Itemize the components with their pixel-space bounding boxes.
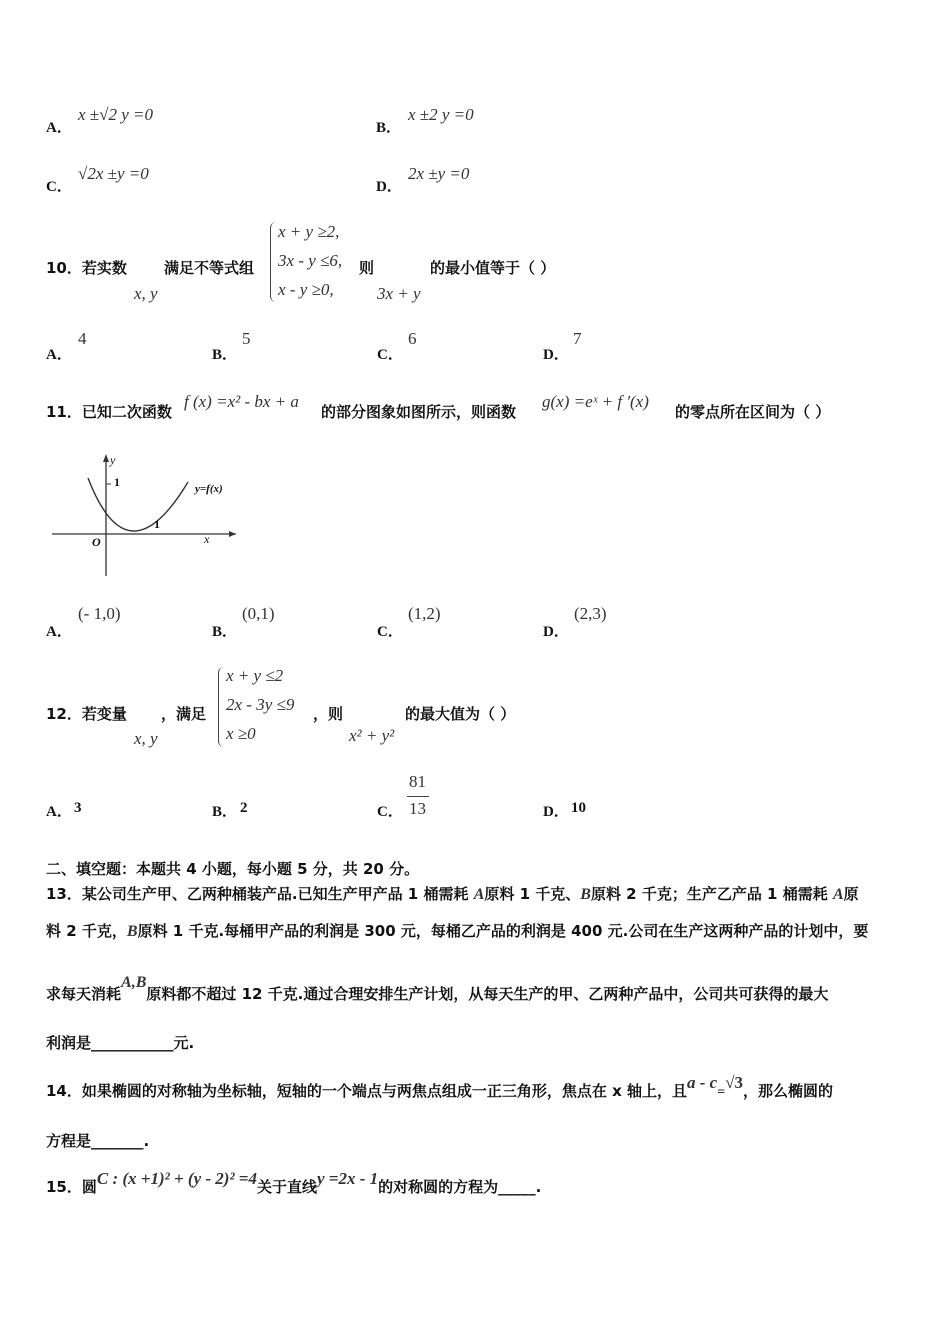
q9-option-d-expr: 2x ±y =0 (408, 164, 470, 183)
q13-line-2b: 原料 1 千克.每桶甲产品的利润是 300 元，每桶乙产品的利润是 400 元.公司在生产这两种产品的计划中，要 (137, 922, 869, 940)
q12-option-a-value: 3 (74, 800, 82, 816)
q10-system-line-3: x - y ≥0, (278, 280, 334, 299)
q11-graph-x-tick-label: 1 (154, 517, 160, 531)
q12-option-c-fraction-bar (407, 796, 429, 797)
q10-option-a-label: A． (46, 347, 72, 363)
q12-option-c-numerator: 81 (409, 772, 426, 791)
q15-prefix: 15．圆 (46, 1178, 97, 1196)
q11-parabola-graph (50, 452, 240, 578)
q13-line-3b: 原料都不超过 12 千克.通过合理安排生产计划，从每天生产的甲、乙两种产品中，公司共可获得的最大 (146, 985, 829, 1003)
q10-option-d-label: D． (543, 347, 569, 363)
q10-system-line-2: 3x - y ≤6, (278, 251, 343, 270)
q10-option-c-value: 6 (408, 329, 417, 348)
q10-variables: x, y (134, 284, 158, 303)
q13-line-3a: 求每天消耗 (46, 985, 122, 1003)
q13-line-1b: 原料 1 千克、 (484, 885, 581, 903)
q10-option-b-label: B． (212, 347, 238, 363)
q12-option-d-value: 10 (571, 800, 586, 816)
q10-option-a-value: 4 (78, 329, 87, 348)
q11-middle-text: 的部分图象如图所示，则函数 (321, 403, 517, 421)
q12-then: ，则 (313, 705, 344, 723)
x-axis-arrow-icon (229, 531, 236, 537)
q10-middle-text: 满足不等式组 (164, 259, 255, 277)
q14-equals: = (717, 1085, 726, 1100)
q12-suffix: 的最大值为（ ） (405, 705, 516, 723)
q13-line-4: 利润是___________元. (46, 1034, 195, 1052)
q13-line-2a: 料 2 千克， (46, 922, 127, 940)
q11-graph-origin-label: O (92, 535, 101, 549)
q11-option-c-label: C． (377, 624, 403, 640)
q12-middle-text: ，满足 (161, 705, 207, 723)
q11-option-d-value: (2,3) (574, 604, 607, 623)
q13-var-b: B (580, 886, 591, 903)
q11-function-g: g(x) =eˣ + f '(x) (542, 392, 649, 411)
q13-var-a-2: A (832, 886, 844, 903)
q11-prefix: 11．已知二次函数 (46, 403, 172, 421)
q9-option-d-label: D． (376, 179, 402, 195)
q10-then: 则 (359, 259, 375, 277)
q15-line (46, 1169, 542, 1197)
q10-system-brace (270, 222, 277, 302)
q15-middle-text: 关于直线 (256, 1178, 317, 1196)
q11-option-d-label: D． (543, 624, 569, 640)
q15-circle-equation: C : (x +1)² + (y - 2)² =4 (96, 1169, 257, 1188)
q12-option-b-label: B． (212, 804, 238, 820)
q10-option-c-label: C． (377, 347, 403, 363)
q13-var-b-2: B (126, 923, 138, 940)
q14-rhs: √3 (725, 1073, 744, 1092)
q11-graph-x-label: x (204, 532, 210, 546)
q9-option-a-expr: x ±√2 y =0 (78, 105, 153, 124)
q11-option-a-label: A． (46, 624, 72, 640)
q13-var-ab: A,B (121, 974, 147, 991)
y-axis-arrow-icon (103, 454, 109, 462)
q13-line-1d: 原 (843, 885, 859, 903)
q13-line-1 (46, 883, 859, 904)
q13-line-1-text: 13．某公司生产甲、乙两种桶装产品.已知生产甲产品 1 桶需耗 (46, 885, 469, 903)
q13-line-3 (46, 974, 829, 1004)
q12-system-line-1: x + y ≤2 (226, 666, 284, 685)
q9-option-c-expr: √2x ±y =0 (78, 164, 149, 183)
q15-line-equation: y =2x - 1 (317, 1169, 379, 1188)
q12-variables: x, y (134, 729, 158, 748)
q12-option-c-denominator: 13 (409, 799, 426, 818)
q9-option-a-label: A． (46, 120, 72, 136)
q12-option-b-value: 2 (240, 800, 248, 816)
q10-option-b-value: 5 (242, 329, 251, 348)
q9-option-b-label: B． (376, 120, 402, 136)
q11-graph-y-tick-label: 1 (114, 475, 120, 489)
q12-system-line-2: 2x - 3y ≤9 (226, 695, 295, 714)
q14-line-2: 方程是_______. (46, 1132, 150, 1150)
q11-suffix: 的零点所在区间为（ ） (675, 403, 831, 421)
q12-target-expr: x² + y² (349, 726, 395, 745)
q14-line-1 (46, 1073, 834, 1101)
q13-line-2 (46, 920, 868, 941)
q11-option-c-value: (1,2) (408, 604, 441, 623)
section-2-heading: 二、填空题：本题共 4 小题，每小题 5 分，共 20 分。 (46, 860, 420, 878)
q9-option-c-label: C． (46, 179, 72, 195)
q10-prefix: 10．若实数 (46, 259, 127, 277)
q13-var-a: A (473, 886, 485, 903)
q12-option-c-label: C． (377, 804, 403, 820)
q12-option-a-label: A． (46, 804, 72, 820)
q10-system-line-1: x + y ≥2, (278, 222, 340, 241)
q11-function-f: f (x) =x² - bx + a (184, 392, 299, 411)
q15-suffix: 的对称圆的方程为_____. (378, 1178, 542, 1196)
q10-target-expr: 3x + y (377, 284, 421, 303)
q10-option-d-value: 7 (573, 329, 582, 348)
q14-line-1b: ，那么椭圆的 (743, 1082, 834, 1100)
q12-system-brace (218, 667, 225, 747)
parabola-curve (88, 478, 188, 531)
q11-graph-curve-label: y=f(x) (195, 483, 223, 495)
q11-option-b-label: B． (212, 624, 238, 640)
q11-graph-y-label: y (110, 453, 116, 467)
q9-option-b-expr: x ±2 y =0 (408, 105, 474, 124)
q12-option-d-label: D． (543, 804, 569, 820)
q10-suffix: 的最小值等于（ ） (430, 259, 556, 277)
q12-prefix: 12．若变量 (46, 705, 127, 723)
q14-expr: a - c (687, 1073, 718, 1092)
q12-system-line-3: x ≥0 (226, 724, 256, 743)
q14-line-1-text: 14．如果椭圆的对称轴为坐标轴，短轴的一个端点与两焦点组成一正三角形，焦点在 x 轴上，且 (46, 1082, 687, 1100)
q11-option-b-value: (0,1) (242, 604, 275, 623)
q13-line-1c: 原料 2 千克；生产乙产品 1 桶需耗 (590, 885, 828, 903)
q11-option-a-value: (- 1,0) (78, 604, 121, 623)
